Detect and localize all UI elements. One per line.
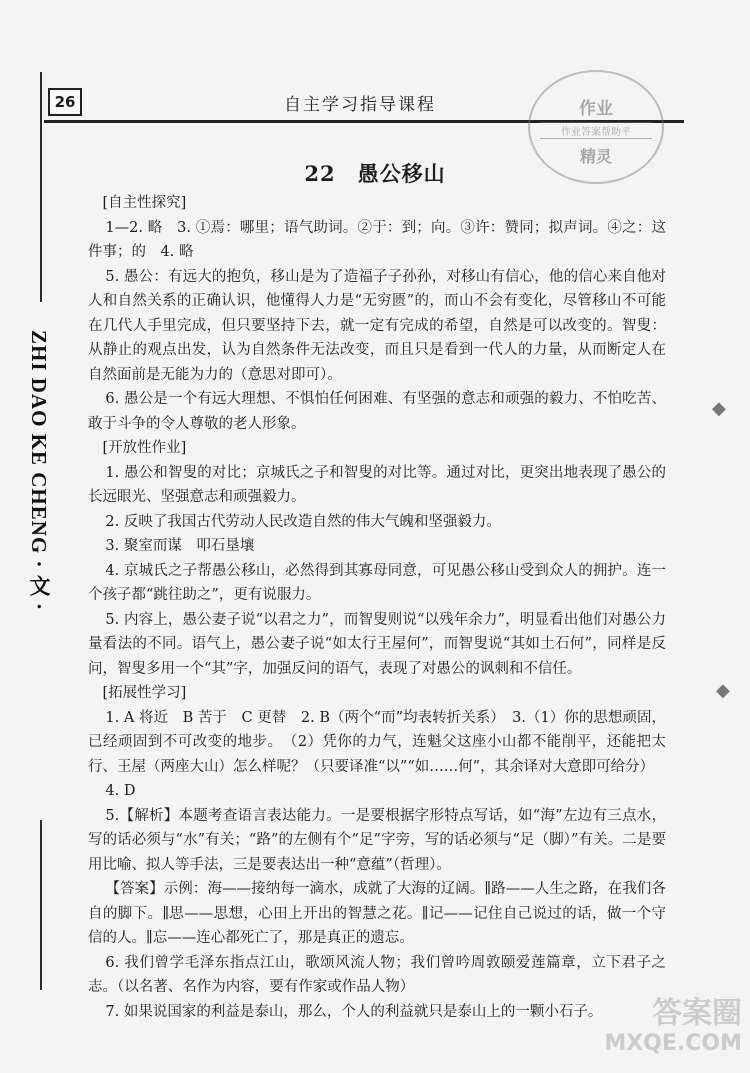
answer-paragraph: 5.【解析】本题考查语言表达能力。一是要根据字形特点写话，如“海”左边有三点水，写的话必须与“水”有关；“路”的左侧有个“足”字旁，写的话必须与“足（脚）”有关。二是要用比喻、拟人等手法，三是要表达出一种“意蕴”（哲理）。 <box>88 807 666 873</box>
answer-paragraph: 6. 愚公是一个有远大理想、不惧怕任何困难、有坚强的意志和顽强的毅力、不怕吃苦、敢于斗争的令人尊敬的老人形象。 <box>88 391 666 432</box>
answer-paragraph: 4. 京城氏之子帮愚公移山，必然得到其寡母同意，可见愚公移山受到众人的拥护。连一个孩子都“跳往助之”，更有说服力。 <box>88 562 666 603</box>
answer-paragraph: 6. 我们曾学毛泽东指点江山，歌颂风流人物；我们曾吟周敦颐爱莲篇章，立下君子之志。（以名著、名作为内容，要有作家或作品人物） <box>88 954 666 995</box>
answer-paragraph: 1. A 将近 B 苦于 C 更替 2. B（两个“而”均表转折关系） 3.（1）你的思想顽固，已经顽固到不可改变的地步。 （2）凭你的力气，连魁父这座小山都不能削平，还能把太行、王屋（两座大山）怎么样呢？（只要译准“以”“如……何”，其余译对大意即可给分） <box>88 709 666 775</box>
answer-paragraph: 2. 反映了我国古代劳动人民改造自然的伟大气魄和坚强毅力。 <box>105 513 501 530</box>
lesson-title: 22 愚公移山 <box>304 161 446 186</box>
stamp-line-3: 精灵 <box>579 147 612 166</box>
section-heading: [自主性探究] <box>102 195 187 211</box>
watermark-line-2: MXQE.COM <box>604 1031 742 1056</box>
section-heading: [拓展性学习] <box>102 685 187 701</box>
margin-mark: ◆ <box>716 680 730 701</box>
page-number: 26 <box>48 88 82 116</box>
margin-rule-bottom <box>40 820 42 990</box>
answer-paragraph: 1. 愚公和智叟的对比；京城氏之子和智叟的对比等。通过对比，更突出地表现了愚公的长远眼光、坚强意志和顽强毅力。 <box>88 464 666 505</box>
section-heading: [开放性作业] <box>102 440 187 456</box>
answer-paragraph: 5. 愚公：有远大的抱负，移山是为了造福子子孙孙，对移山有信心，他的信心来自他对人和自然关系的正确认识，他懂得人力是“无穷匮”的，而山不会有变化，尽管移山不可能在几代人手里完成，但只要坚持下去，就一定有完成的希望，自然是可以改变的。智叟：从静止的观点出发，认为自然条件无法改变，而且只是看到一代人的力量，从而断定人在自然面前是无能为力的（意思对即可）。 <box>88 268 666 383</box>
stamp-line-2: 作业答案帮助平 <box>540 122 652 139</box>
watermark-line-1: 答案圈 <box>652 996 742 1031</box>
margin-mark: ◆ <box>712 398 726 419</box>
watermark <box>604 996 742 1059</box>
running-header-title: 自主学习指导课程 <box>284 95 436 115</box>
answer-paragraph: 5. 内容上，愚公妻子说“以君之力”，而智叟则说“以残年余力”，明显看出他们对愚公力量看法的不同。语气上，愚公妻子说“如太行王屋何”，而智叟说“其如土石何”，同样是反问，智叟多用一个“其”字，加强反问的语气，表现了对愚公的讽刺和不信任。 <box>88 611 666 677</box>
answer-paragraph: 7. 如果说国家的利益是泰山，那么，个人的利益就只是泰山上的一颗小石子。 <box>105 1003 603 1020</box>
stamp-line-1: 作业 <box>579 99 613 119</box>
answer-paragraph: 3. 聚室而谋 叩石垦壤 <box>105 538 255 554</box>
answer-paragraph: 【答案】示例：海——接纳每一滴水，成就了大海的辽阔。∥路——人生之路，在我们各自的脚下。∥思——思想，心田上开出的智慧之花。∥记——记住自己说过的话，做一个守信的人。∥忘——连心都死亡了，那是真正的遗忘。 <box>88 881 666 946</box>
vertical-side-text: ZHI DAO KE CHENG · 文 · <box>27 330 51 612</box>
answer-paragraph: 4. D <box>105 783 136 799</box>
answer-paragraph: 1—2. 略 3. ①焉：哪里；语气助词。②于：到；向。③许：赞同；拟声词。④之：这件事；的 4. 略 <box>88 219 666 260</box>
answer-content <box>88 191 666 1024</box>
